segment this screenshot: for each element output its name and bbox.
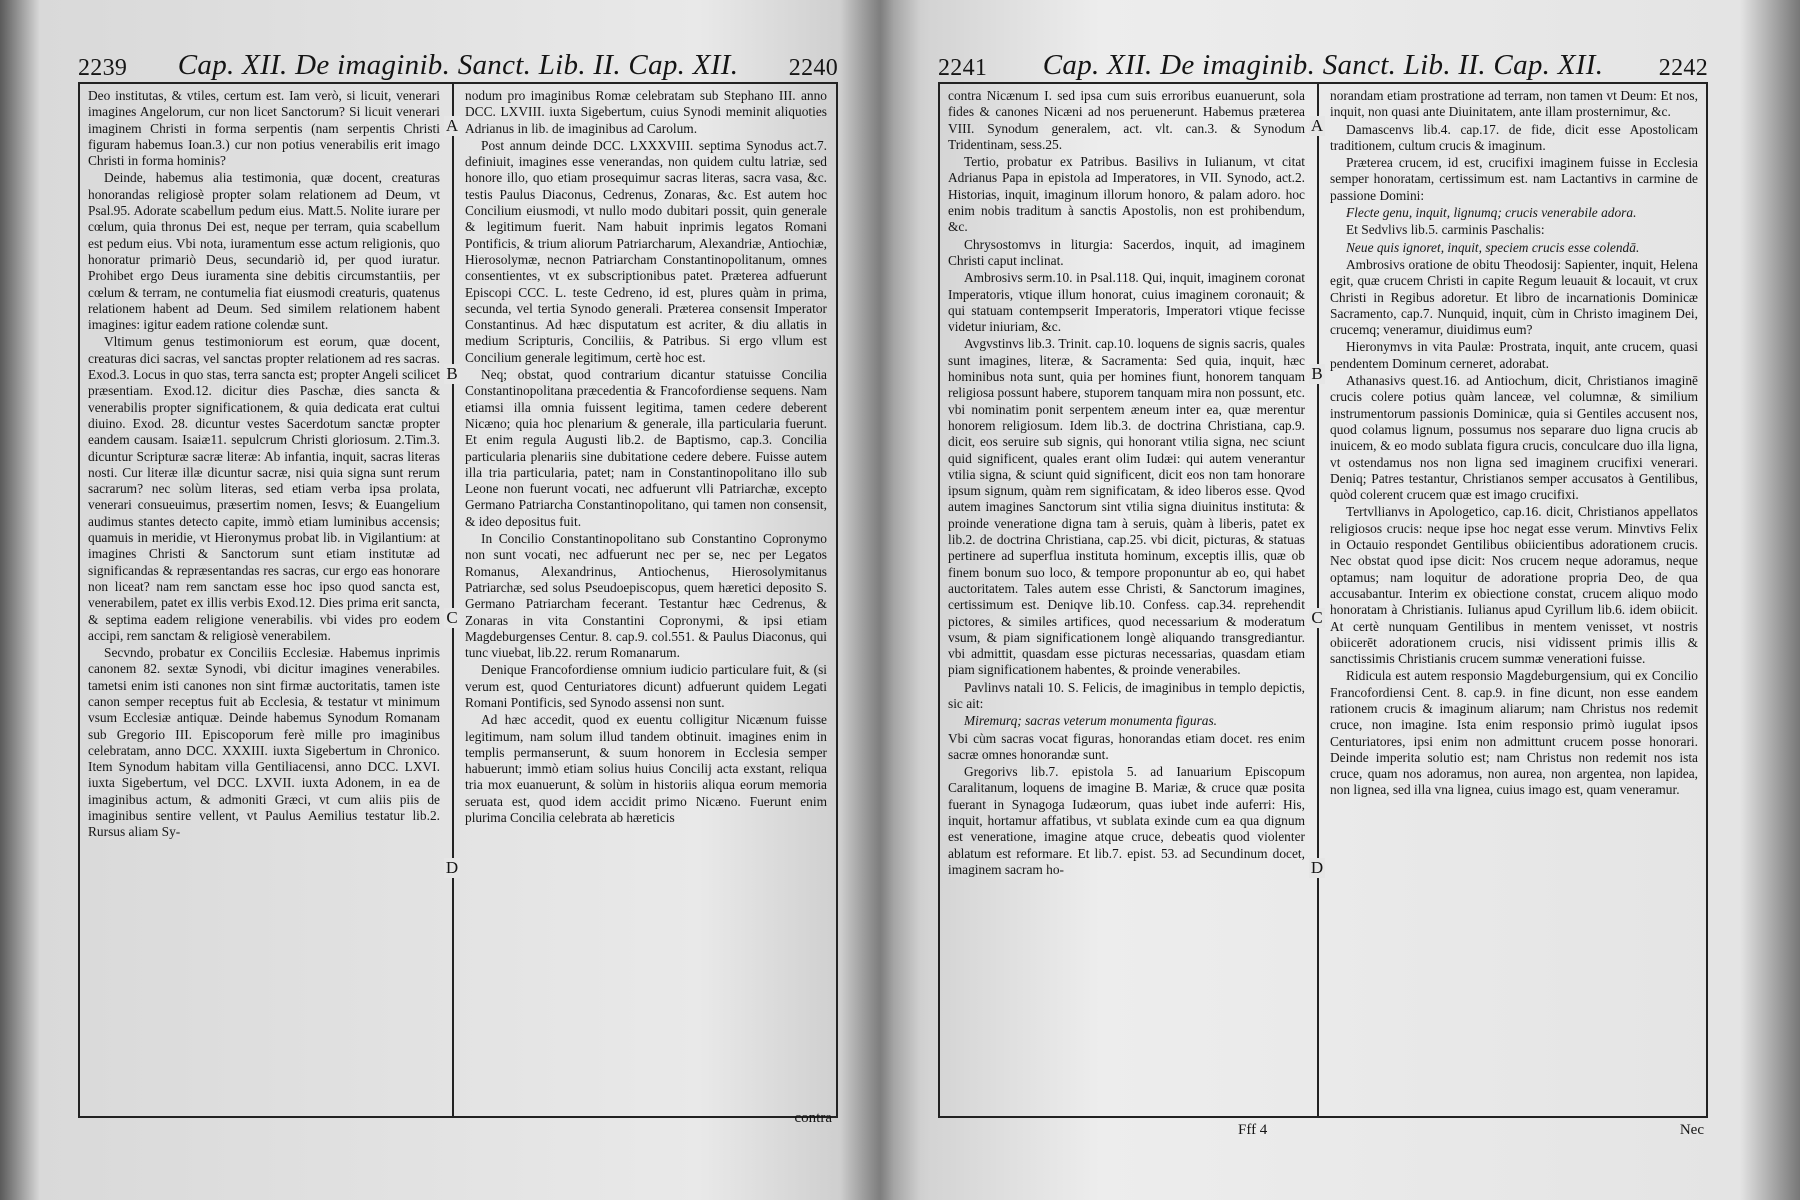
gutter-shadow [840, 0, 930, 1200]
right-page-footer [938, 1122, 1708, 1142]
margin-letter: A [1310, 116, 1324, 135]
page-number: 2241 [938, 55, 988, 81]
paragraph: Athanasivs quest.16. ad Antiochum, dicit, Christianos imaginē crucis colere potius quàm lanceæ, vel columnæ, & similium instrumentorum passionis Dominicæ, quia si Gentiles accusent nos, quod colamus lignum, possumus nos separare duo ligna crucis ab inuicem, & eo modo sublata figura crucis, conculcare duo illa ligna, vt ostendamus nos non ligna sed imaginem crucifixi venerari. Deniq; Patres testantur, Christianos semper accusatos à Gentilibus, quòd colerent crucem quæ est imago crucifixi. [1330, 373, 1698, 503]
paragraph: Neq; obstat, quod contrarium dicantur statuisse Concilia Constantinopolitana præcedentia & Francofordiense sequens. Nam etiamsi illa omnia fuissent legitima, tamen cedere deberent Nicæno; quia hoc plenarium & generale, illa particularia fuerunt. Et enim regula Augusti lib.2. de Baptismo, cap.3. Concilia particularia plenariis sine dubitatione cedere debere. Fuisse autem illa tria particularia, patet; nam in Constantinopolitano illo sub Leone non fuerunt vocati, nec adfuerunt vlli Patriarchæ, excepto Germano Patriarcha Constantinopolitano, qui tamen non consensit, & ideo depositus fuit. [465, 367, 827, 529]
verse-line: Flecte genu, inquit, lignumq; crucis venerabile adora. [1346, 205, 1637, 221]
margin-letter: D [1310, 858, 1324, 877]
paragraph: Ridicula est autem responsio Magdeburgensium, qui ex Concilio Francofordiensi Cent. 8. cap.9. in fine dicunt, non esse eandem rationem crucis & imaginum aliarum; nam Christus nos redemit cruce, non imagine. Ista enim responsio primò iugulat ipsos Centuriatores, ipsi enim non admittunt crucem posse honorari. Deinde imperita solutio est; nam Christus non redemit nos ista cruce, quam nos adoramus, non aurea, non argentea, non lapidea, non lignea, sed illa vna lignea, cuius imago est, quam veneramur. [1330, 668, 1698, 798]
left-page-header [78, 48, 838, 84]
paragraph: Et Sedvlivs lib.5. carminis Paschalis: [1346, 222, 1545, 238]
paragraph: Hieronymvs in vita Paulæ: Prostrata, inquit, ante crucem, quasi pendentem Dominum cerneret, adorabat. [1330, 339, 1698, 371]
column-left [948, 88, 1305, 1110]
paragraph: Ad hæc accedit, quod ex euentu colligitur Nicænum fuisse legitimum, nam solum illud tandem obtinuit. imagines enim in templis permanserunt, & suum honorem in Ecclesia semper habuerunt; immò etiam solius huius Concilij acta exstant, reliqua tria mox euanuerunt, & solùm in historiis aliqua eorum memoria seruata est, quod idem accidit primo Nicæno. Fuerunt enim plurima Concilia celebrata ab hæreticis [465, 712, 827, 826]
margin-letter: A [445, 116, 459, 135]
catchword: Nec [1679, 1122, 1704, 1138]
column-right [465, 88, 827, 1110]
paragraph: Denique Francofordiense omnium iudicio particulare fuit, & (si verum est, quod Centuriatores dicunt) adfuerunt quidem Legati Romani Pontificis, sed Synodo assensi non sunt. [465, 662, 827, 710]
margin-letter: D [445, 858, 459, 877]
paragraph: Vbi cùm sacras vocat figuras, honorandas etiam docet. res enim sacræ omnes honorandæ sunt. [948, 730, 1305, 762]
paragraph: Gregorivs lib.7. epistola 5. ad Ianuarium Episcopum Caralitanum, loquens de imagine B. Mariæ, & cruce quæ posita fuerant in Synagoga Iudæorum, quas iubet inde auferri: His, inquit, hortamur affatibus, vt sublata exinde cum ea qua dignum est veneratione, imagine atque cruce, debeatis quod violenter ablatum est reformare. Et lib.7. epist. 53. ad Secundinum docet, imaginem sacram ho- [948, 764, 1305, 877]
paragraph: Deinde, habemus alia testimonia, quæ docent, creaturas honorandas religiosè propter solam relationem ad Deum, vt Psal.95. Adorate scabellum pedum eius. Matt.5. Nolite iurare per cœlum, quia thronus Dei est, neque per terram, quia scabellum est pedum eius. Vbi nota, iuramentum esse actum religionis, quo honoratur primariò Deus, secundariò id, per quod iuratur. Prohibet ergo Deus iuramenta sine debitis circumstantiis, per cœlum & terram, ne contumelia fiat eiusmodi creaturis, quatenus relationem habent ad Deum. Sed similem relationem habent imagines: igitur eadem ratione colendæ sunt. [88, 170, 440, 333]
verse-line: Miremurq; sacras veterum monumenta figuras. [964, 713, 1218, 729]
text-frame [78, 82, 838, 1118]
paragraph: Post annum deinde DCC. LXXXVIII. septima Synodus act.7. definiuit, imagines esse venerandas, non quidem cultu latriæ, sed honore illo, quo etiam prosequimur sacras literas, sacra vasa, &c. testis Paulus Diaconus, Cedrenus, Zonaras, &c. Est autem hoc Concilium eiusmodi, vt nullo modo dubitari possit, quin generale & legitimum fuerit. Nam habuit inprimis legatos Romani Pontificis, & trium aliorum Patriarcharum, Alexandriæ, Antiochiæ, Hierosolymæ, necnon Patriarcham Constantinopolitanum, omnes consentientes, vt ex subscriptionibus patet. Præterea adfuerunt Episcopi CCC. L. teste Cedreno, id est, plures quàm in prima, secunda, vel tertia Synodo generali. Præterea consensit Imperator Constantinus. Ad hæc disputatum est acriter, & diu allatis in medium Scripturis, Conciliis, & Patribus. Si ergo vllum est Concilium generale legitimum, certè hoc est. [465, 137, 827, 365]
margin-letters [1309, 82, 1325, 1116]
verse-line: Neue quis ignoret, inquit, speciem crucis esse colendā. [1346, 239, 1640, 255]
margin-letter: C [444, 608, 460, 628]
paragraph: Pavlinvs natali 10. S. Felicis, de imaginibus in templo depictis, sic ait: [948, 679, 1305, 711]
page-number: 2242 [1658, 55, 1708, 81]
right-page-header [938, 48, 1708, 84]
running-head: Cap. XII. De imaginib. Sanct. Lib. II. Cap. XII. [177, 49, 739, 81]
left-page [78, 48, 838, 1126]
paragraph: Ambrosivs oratione de obitu Theodosij: Sapienter, inquit, Helena egit, quæ crucem Christi in capite Regum leuauit & locauit, vt crux Christi in Regibus adoretur. Et libro de incarnationis Dominicæ Sacramento, cap.7. Nunquid, inquit, cùm in Christo imaginem Dei, crucemq; veneramur, diuidimus eum? [1330, 256, 1698, 338]
column-right [1330, 88, 1698, 1110]
margin-letters [444, 82, 460, 1116]
right-page [938, 48, 1708, 1138]
running-head: Cap. XII. De imaginib. Sanct. Lib. II. Cap. XII. [1042, 49, 1604, 81]
paragraph: Tertio, probatur ex Patribus. Basilivs in Iulianum, vt citat Adrianus Papa in epistola ad Imperatores, in VII. Synodo, act.2. Historias, inquit, imaginum illorum honoro, & palam adoro. hoc enim nobis traditum à sanctis Apostolis, non est prohibendum, &c. [948, 154, 1305, 235]
paragraph: Præterea crucem, id est, crucifixi imaginem fuisse in Ecclesia semper honoratam, certissimum est. nam Lactantivs in carmine de passione Domini: [1330, 155, 1698, 203]
paragraph: norandam etiam prostratione ad terram, non tamen vt Deum: Et nos, inquit, non quasi ante Diuinitatem, ante illam prosternimur, &c. [1330, 88, 1698, 120]
margin-letter: B [1309, 364, 1325, 384]
paragraph: Deo institutas, & vtiles, certum est. Iam verò, si licuit, venerari imagines Angelorum, cur non licet Sanctorum? Si licuit venerari imaginem Christi in forma serpentis (nam serpentis Christi figuram habemus Ioan.3.) cur non potius venerabilis erit imago Christi in forma hominis? [88, 88, 440, 169]
page-number: 2240 [788, 55, 838, 81]
page-number: 2239 [78, 55, 128, 81]
paragraph: Chrysostomvs in liturgia: Sacerdos, inquit, ad imaginem Christi caput inclinat. [948, 236, 1305, 268]
left-page-footer [78, 1110, 838, 1142]
paragraph: Vltimum genus testimoniorum est eorum, quæ docent, creaturas dici sacras, vel sanctas propter relationem ad res sacras. Exod.3. Locus in quo stas, terra sancta est; propter Angeli scilicet præsentiam. Exod.12. dicitur dies Paschæ, dies sancta & venerabilis propter significationem, & quia dedicata erat cultui diuino. Exod. 28. dicuntur vestes Sacerdotum sanctæ propter eandem causam. Isaiæ11. sepulcrum Christi gloriosum. 2.Tim.3. dicuntur Scripturæ sacræ literæ: Ab infantia, inquit, sacras literas nosti. Cur literæ illæ dicuntur sacræ, nisi quia signa sunt rerum sacrarum? nec solùm literas, sed etiam verba ipsa prolata, venerari consueuimus, præsertim nomen, Iesvs; & Euangelium audimus stantes detecto capite, immò etiam luminibus accensis; quamuis in meridie, vt Hieronymus probat lib. in Vigilantium: at imagines Christi & Sanctorum sunt etiam institutæ ad significandas & repræsentandas res sacras, cur ergo eas honorare non liceat? nam rem sanctam esse hoc ipso quod sancta est, venerabilem, patet ex illis verbis Exod.12. Dies prima erit sancta, & septima eadem religione venerabilis. vbi vides pro eodem accipi, rem sanctam & religiosè venerabilem. [88, 334, 440, 643]
paragraph: Damascenvs lib.4. cap.17. de fide, dicit esse Apostolicam traditionem, cultum crucis & imaginum. [1330, 121, 1698, 153]
paragraph: In Concilio Constantinopolitano sub Constantino Copronymo non sunt vocati, nec adfuerunt nec per se, nec per Legatos Romanus, Alexandrinus, Antiochenus, Hierosolymitanus Patriarchæ, sed solus Pseudoepiscopus, quem hæretici deposito S. Germano Patriarcham fecerant. Testantur hæc Cedrenus, & Zonaras in vita Constantini Copronymi, & ipsi etiam Magdeburgenses Centur. 8. cap.9. col.551. & Paulus Diaconus, qui tunc viuebat, lib.22. rerum Romanarum. [465, 531, 827, 661]
signature-mark: Fff 4 [1238, 1122, 1268, 1138]
paragraph: Ambrosivs serm.10. in Psal.118. Qui, inquit, imaginem coronat Imperatoris, vtique illum honorat, cuius imaginem coronauit; & qui statuam contempserit Imperatoris, Imperatori vtique fecisse videtur iniuriam, &c. [948, 270, 1305, 335]
text-frame [938, 82, 1708, 1118]
paragraph: nodum pro imaginibus Romæ celebratam sub Stephano III. anno DCC. LXVIII. iuxta Sigebertum, cuius Synodi meminit aliquoties Adrianus in lib. de imaginibus ad Carolum. [465, 88, 827, 136]
margin-letter: B [444, 364, 460, 384]
margin-letter: C [1309, 608, 1325, 628]
paragraph: Tertvllianvs in Apologetico, cap.16. dicit, Christianos appellatos religiosos crucis: neque ipse hoc negat esse verum. Minvtivs Felix in Octauio respondet Gentilibus obiicientibus adorationem crucis. Nec obstat quod ipse dicit: Nos crucem neque adoramus, neque optamus; nam loquitur de adoratione propria Deo, de qua accusabantur. Interim ex obiectione constat, crucem aliquo modo honoratam à Christianis. Iulianus apud Cyrillum lib.6. idem obiicit. At certè nunquam Gentilibus in mentem venisset, vt nostris obiicerēt adorationem crucis, nisi vidissent primis illis & sanctissimis Christianis crucem summæ venerationi fuisse. [1330, 504, 1698, 667]
paragraph: Secvndo, probatur ex Conciliis Ecclesiæ. Habemus inprimis canonem 82. sextæ Synodi, vbi dicitur imagines venerabiles. tametsi enim isti canones non sint firmæ auctoritatis, tamen iste canon semper receptus fuit ab Ecclesia, & testatur vt minimum vsum Ecclesiæ antiquæ. Deinde habemus Synodum Romanam sub Gregorio III. Episcoporum ferè mille pro imaginibus celebratam, anno DCC. XXXIII. iuxta Sigebertum in Chronico. Item Synodum habitam villa Gentiliacensi, anno DCC. LXVI. iuxta Sigebertum, vel DCC. LXVII. iuxta Adonem, in ea de imaginibus actum, & admoniti Græci, vt cum aliis piis de imaginibus sentire vellent, vt Paulus Aemilius testatur lib.2. Rursus aliam Sy- [88, 645, 440, 840]
paragraph: Avgvstinvs lib.3. Trinit. cap.10. loquens de signis sacris, quales sunt imagines, literæ, & Sacramenta: Sed quia, inquit, hæc hominibus nota sunt, quia per homines fiunt, honorem tanquam religiosa possunt habere, stuporem tanquam mira non possunt, etc. vbi nominatim ponit serpentem æneum inter ea, quæ merentur honorem religiosum. Idem lib.3. de doctrina Christiana, cap.9. dicit, eos seruire sub signis, qui honorant vtilia signa, nec sciunt quid significent, quales erant olim Iudæi: qui autem venerantur vtilia signa, & sciunt quid significent, dicit eos non tam honorare ipsum signum, quàm rem significatam, & ideo liberos esse. Qvod autem imagines Sanctorum sint vtilia signa diuinitus instituta: & proinde veneratione digna tam à seruis, quàm à liberis, patet ex lib.2. de doctrina Christiana, cap.25. vbi dicit, picturas, & statuas pertinere ad superflua instituta hominum, exceptis illis, quæ ob finem bonum suo loco, & tempore proponuntur ab eo, qui habet auctoritatem. Tales autem esse Christi, & Sanctorum imagines, certissimum est. Deniqve lib.10. Confess. cap.34. reprehendit pictores, & similes artifices, quod necessarium & moderatum vsum, & piam significationem longè aliquando transgrediantur. vbi admittit, quasdam esse picturas necessarias, quasdam etiam piam significationem habentes, & proinde venerabiles. [948, 336, 1305, 678]
column-left [88, 88, 440, 1110]
catchword: contra [794, 1110, 832, 1126]
paragraph: contra Nicænum I. sed ipsa cum suis erroribus euanuerunt, sola fides & canones Nicæni ad nos peruenerunt. Habemus præterea VIII. Synodum generalem, act. vlt. can.3. & Synodum Tridentinam, sess.25. [948, 88, 1305, 152]
